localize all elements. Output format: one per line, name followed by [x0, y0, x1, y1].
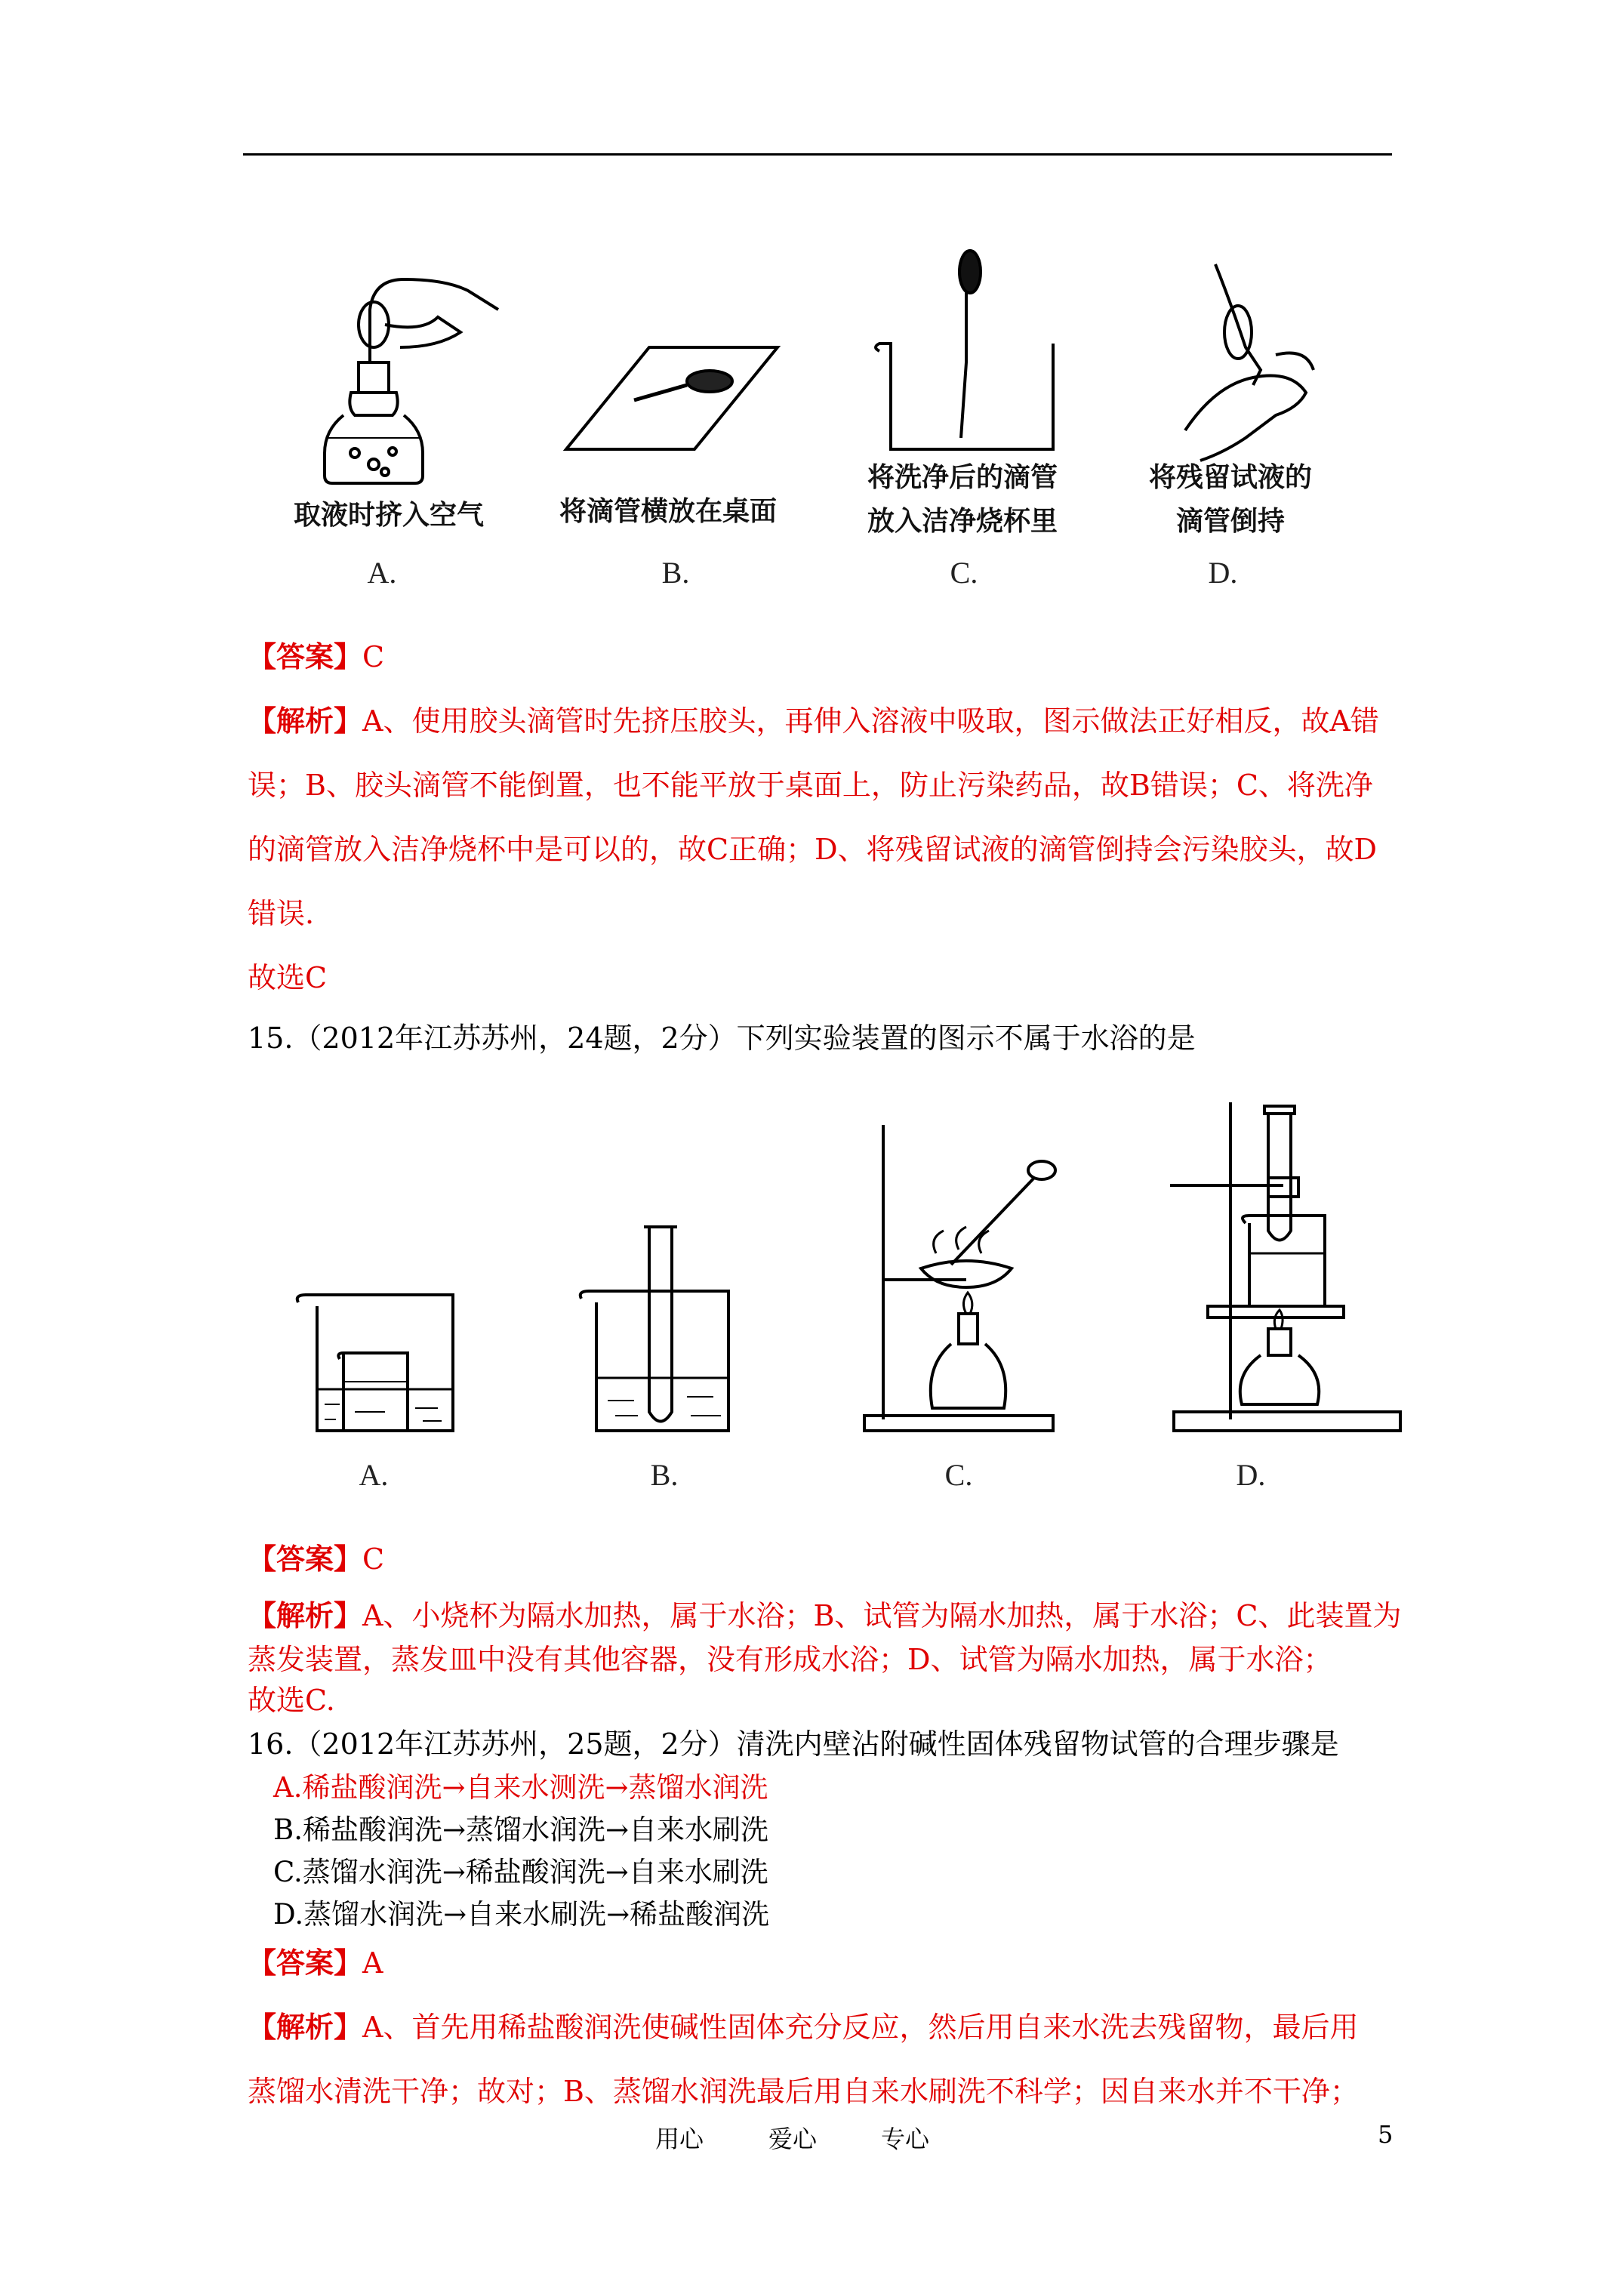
figure-15b-test-tube-in-beaker — [577, 1223, 736, 1435]
caption-c-line1: 将洗净后的滴管 — [867, 462, 1058, 493]
header-rule — [243, 153, 1392, 156]
letter-15c: C. — [944, 1458, 973, 1492]
footer-word-1: 用心 — [655, 2125, 704, 2153]
letter-15a: A. — [359, 1458, 389, 1492]
caption-c-line2: 放入洁净烧杯里 — [867, 506, 1058, 537]
letter-d: D. — [1208, 556, 1238, 590]
answer-tag: 【答案】 — [248, 1542, 363, 1576]
caption-a: 取液时挤入空气 — [293, 500, 484, 531]
answer-value: A — [362, 1946, 383, 1980]
figure-14d-dropper-inverted — [1155, 257, 1366, 468]
q16-stem: 16.（2012年江苏苏州，25题，2分）清洗内壁沾附碱性固体残留物试管的合理步骤是 — [248, 1727, 1339, 1761]
figure-15d-water-bath-setup — [1163, 1102, 1427, 1435]
q15-analysis-line-1: 【解析】A、小烧杯为隔水加热，属于水浴；B、试管为隔水加热，属于水浴；C、此装置为 — [248, 1598, 1402, 1632]
letter-15d: D. — [1236, 1458, 1266, 1492]
figure-14a-dropper-squeeze — [272, 249, 513, 536]
q16-analysis-line-2: 蒸馏水清洗干净；故对；B、蒸馏水润洗最后用自来水刷洗不科学；因自来水并不干净； — [248, 2075, 1359, 2108]
q16-option-a: A.稀盐酸润洗→自来水测洗→蒸馏水润洗 — [273, 1771, 768, 1804]
q16-option-c: C.蒸馏水润洗→稀盐酸润洗→自来水刷洗 — [273, 1856, 768, 1888]
q14-analysis-line-2: 误；B、胶头滴管不能倒置，也不能平放于桌面上，防止污染药品，故B错误；C、将洗净 — [248, 769, 1373, 802]
figure-14c-dropper-in-beaker — [864, 249, 1061, 453]
q14-analysis-line-3: 的滴管放入洁净烧杯中是可以的，故C正确；D、将残留试液的滴管倒持会污染胶头，故D — [248, 833, 1378, 866]
page-number: 5 — [1378, 2120, 1394, 2149]
answer-value: C — [362, 640, 385, 673]
answer-tag: 【答案】 — [248, 639, 363, 673]
q16-answer — [248, 1940, 383, 1986]
letter-c: C. — [950, 556, 978, 590]
caption-d-line1: 将残留试液的 — [1148, 462, 1312, 493]
letter-a: A. — [367, 556, 397, 590]
figure-15c-evaporation-setup — [861, 1125, 1072, 1435]
q14-analysis-line-4: 错误. — [248, 897, 315, 930]
analysis-tag: 【解析】 — [248, 704, 363, 738]
q14-choose: 故选C — [248, 961, 328, 994]
figure-15a-beaker-in-beaker — [294, 1284, 460, 1435]
caption-d-line2: 滴管倒持 — [1175, 506, 1285, 537]
q14-answer — [248, 634, 384, 680]
q16-analysis-line-1: 【解析】A、首先用稀盐酸润洗使碱性固体充分反应，然后用自来水洗去残留物，最后用 — [248, 2010, 1359, 2044]
analysis-tag: 【解析】 — [248, 1598, 363, 1632]
q15-answer — [248, 1536, 384, 1582]
q16-option-b: B.稀盐酸润洗→蒸馏水润洗→自来水刷洗 — [273, 1814, 768, 1846]
letter-b: B. — [661, 556, 690, 590]
letter-15b: B. — [650, 1458, 679, 1492]
analysis-tag: 【解析】 — [248, 2010, 363, 2044]
q15-stem: 15.（2012年江苏苏州，24题，2分）下列实验装置的图示不属于水浴的是 — [248, 1022, 1196, 1055]
caption-b: 将滴管横放在桌面 — [559, 496, 777, 527]
answer-value: C — [362, 1542, 385, 1576]
footer-word-2: 爱心 — [768, 2125, 818, 2153]
q16-option-d: D.蒸馏水润洗→自来水刷洗→稀盐酸润洗 — [273, 1898, 770, 1931]
answer-tag: 【答案】 — [248, 1946, 363, 1980]
q15-choose: 故选C. — [248, 1684, 335, 1717]
q15-analysis-line-2: 蒸发装置，蒸发皿中没有其他容器，没有形成水浴；D、试管为隔水加热，属于水浴； — [248, 1643, 1332, 1676]
q14-analysis-line-1: 【解析】A、使用胶头滴管时先挤压胶头，再伸入溶液中吸取，图示做法正好相反，故A错 — [248, 704, 1379, 738]
figure-14b-dropper-on-table — [559, 317, 785, 461]
footer-word-3: 专心 — [881, 2125, 930, 2153]
